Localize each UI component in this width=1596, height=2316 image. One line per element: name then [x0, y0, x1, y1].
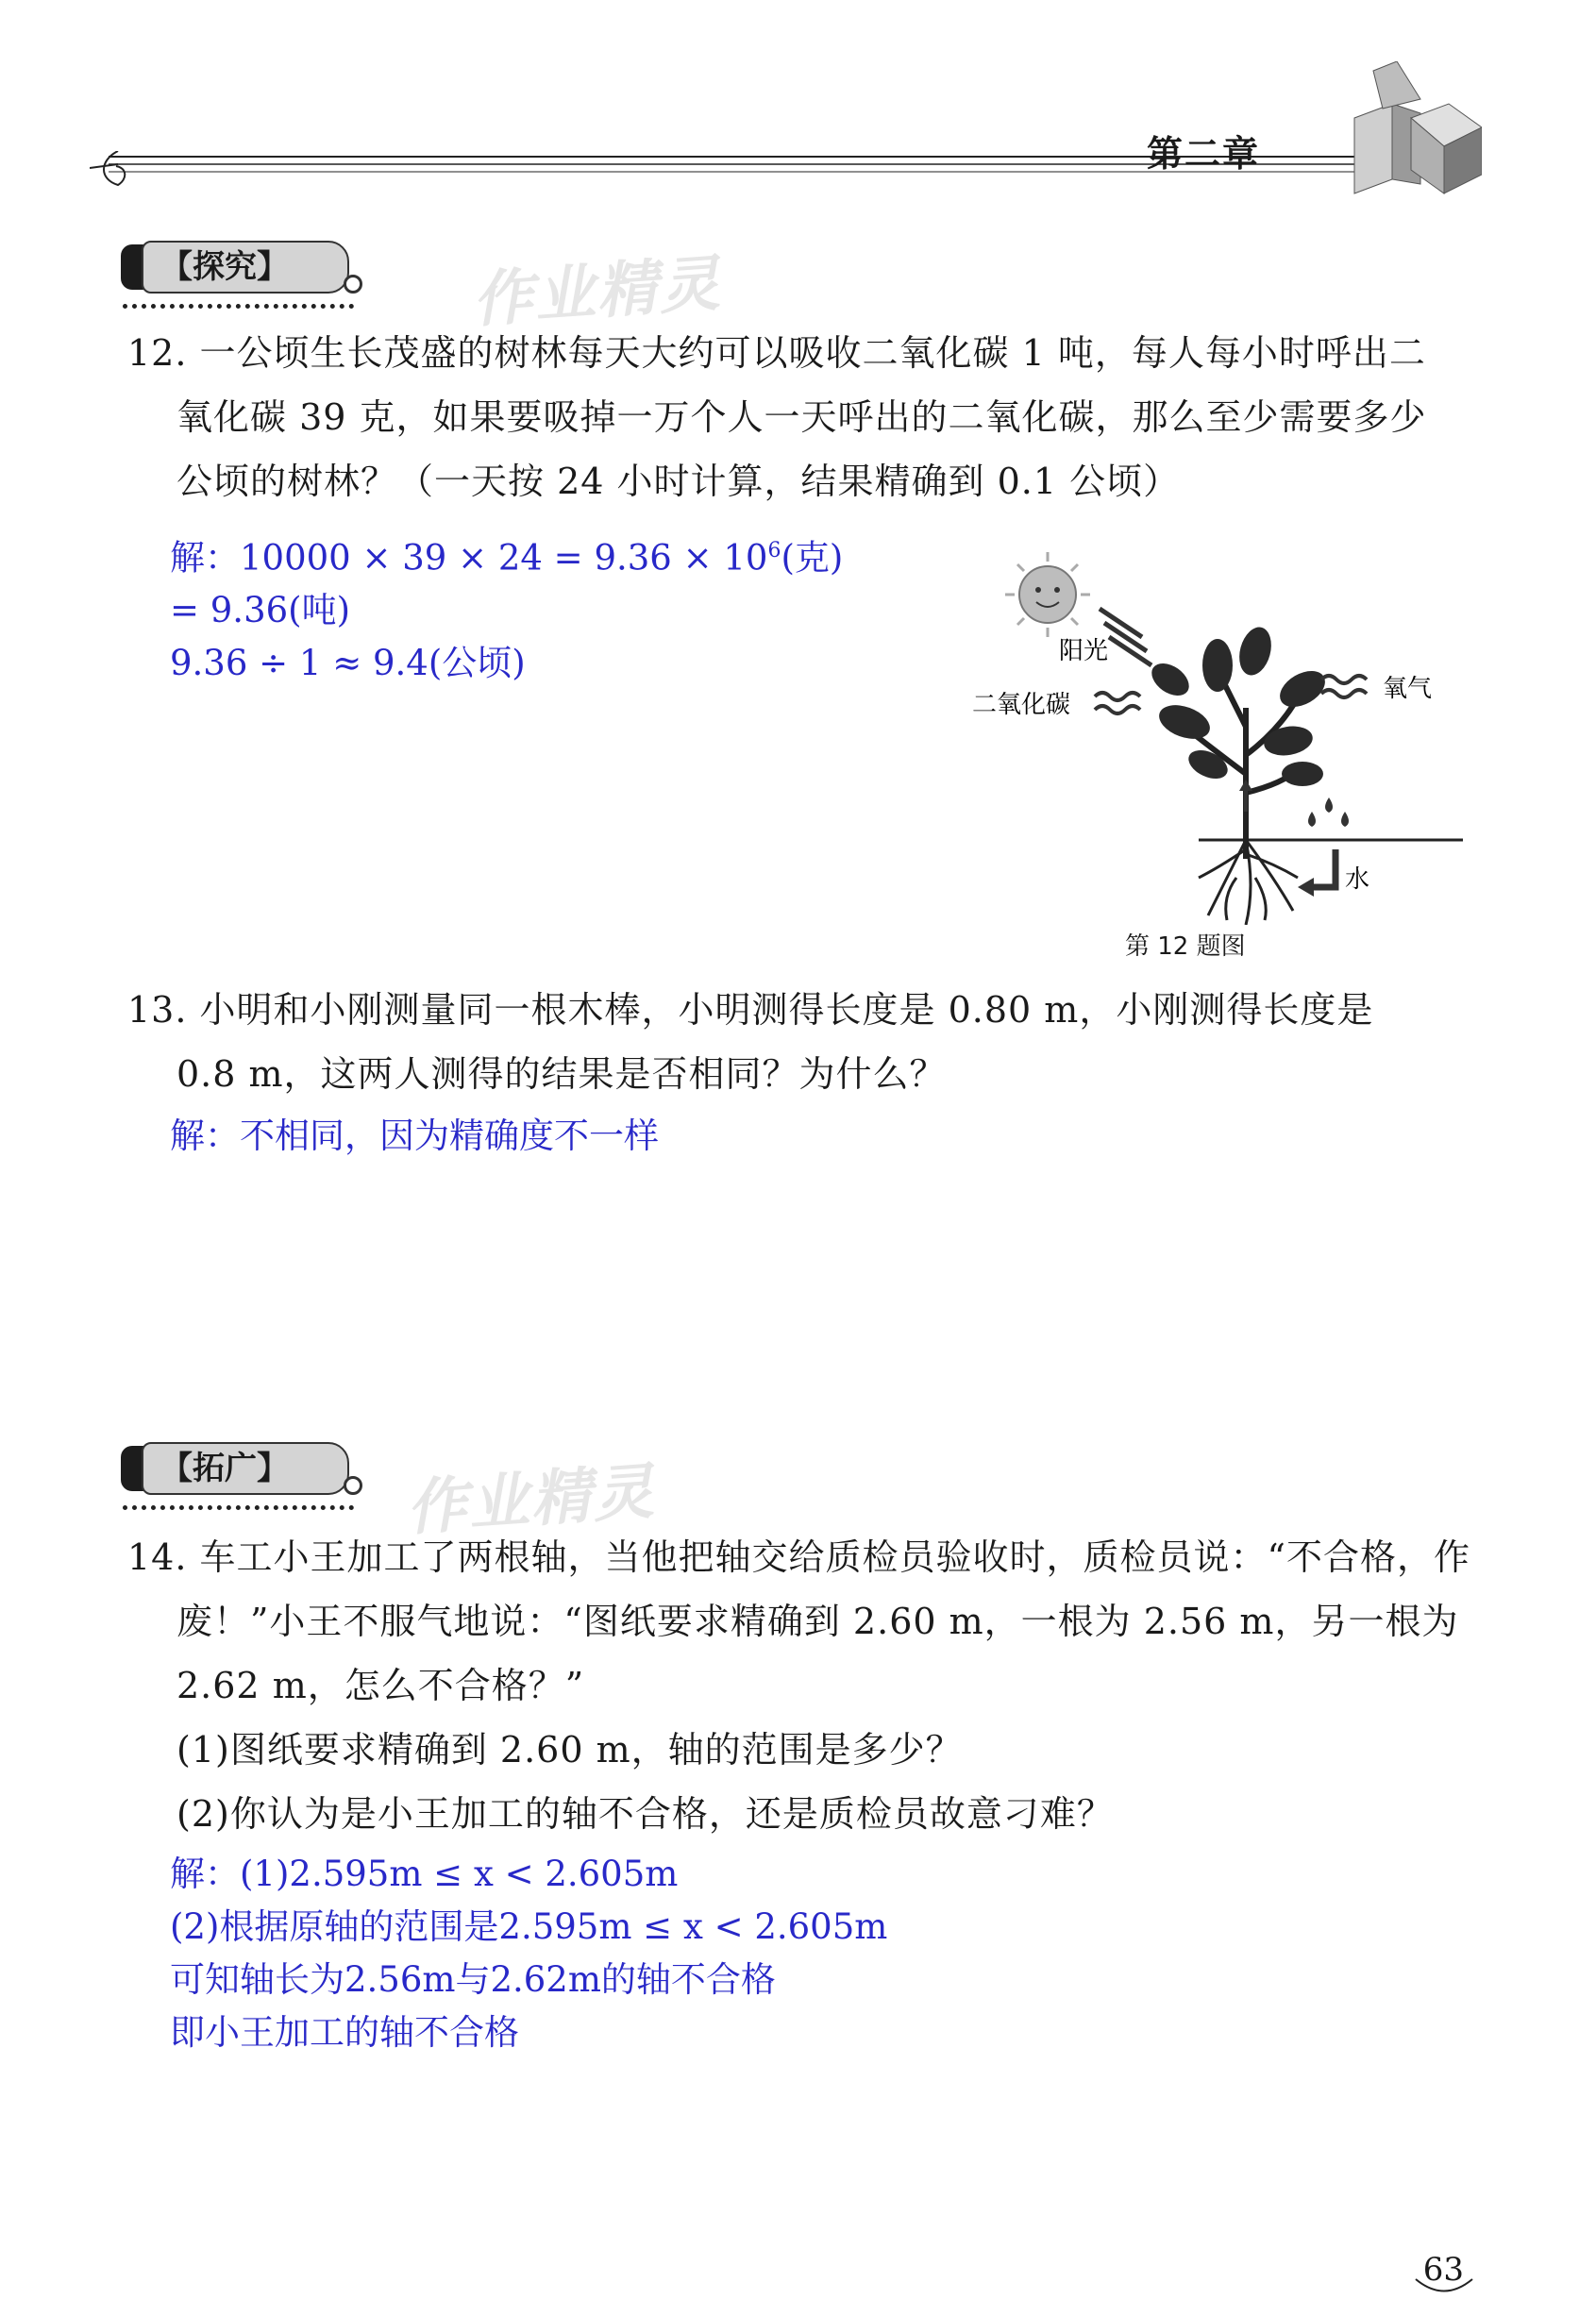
section-label: 【探究】 — [142, 241, 349, 294]
answer-line: = 9.36(吨) — [170, 590, 351, 631]
chapter-title: 第二章 — [1147, 132, 1261, 175]
answer-unit: (克) — [781, 537, 844, 579]
question-12 — [127, 321, 1449, 513]
answer-14 — [170, 1848, 887, 2059]
watermark: 作业精灵 — [404, 1456, 658, 1545]
page-number: 63 — [1422, 2251, 1464, 2289]
co2-waves-icon — [1095, 693, 1140, 713]
answer-text: 解：10000 × 39 × 24 = 9.36 × 10 — [170, 537, 768, 579]
answer-line: 可知轴长为2.56m与2.62m的轴不合格 — [170, 1959, 776, 2000]
figure-caption: 第 12 题图 — [1125, 932, 1246, 961]
answer-line — [170, 525, 843, 584]
watermark: 作业精灵 — [470, 248, 724, 337]
sub-question: (1)图纸要求精确到 2.60 m，轴的范围是多少？ — [176, 1729, 963, 1771]
answer-line: 解：(1)2.595m ≤ x < 2.605m — [170, 1854, 679, 1894]
question-line: 13. 小明和小刚测量同一根木棒，小明测得长度是 0.80 m，小刚测得长度是 — [127, 989, 1374, 1031]
photosynthesis-figure — [972, 538, 1463, 925]
question-line: 2.62 m，怎么不合格？” — [176, 1665, 585, 1706]
geometric-shapes-icon — [1317, 61, 1482, 203]
question-line: 氧化碳 39 克，如果要吸掉一万个人一天呼出的二氧化碳，那么至少需要多少 — [176, 396, 1427, 438]
badge-dot — [344, 1476, 362, 1495]
section-badge-explore — [121, 241, 366, 295]
answer-line: 即小王加工的轴不合格 — [170, 2012, 519, 2053]
question-line: 0.8 m，这两人测得的结果是否相同？为什么？ — [176, 1053, 947, 1095]
sub-question: (2)你认为是小王加工的轴不合格，还是质检员故意刁难？ — [176, 1793, 1114, 1835]
question-14 — [127, 1525, 1470, 1846]
dotted-underline — [123, 304, 354, 309]
label-water: 水 — [1345, 865, 1370, 894]
section-label: 【拓广】 — [142, 1442, 349, 1495]
label-co2: 二氧化碳 — [972, 691, 1071, 719]
answer-line: (2)根据原轴的范围是2.595m ≤ x < 2.605m — [170, 1906, 888, 1947]
question-line: 12. 一公顷生长茂盛的树林每天大约可以吸收二氧化碳 1 吨，每人每小时呼出二 — [127, 332, 1426, 374]
sun-icon — [1005, 552, 1090, 637]
water-drops-icon — [1308, 797, 1349, 827]
answer-13: 解：不相同，因为精确度不一样 — [170, 1116, 659, 1156]
dotted-underline — [123, 1505, 354, 1510]
answer-12 — [170, 525, 843, 690]
label-oxygen: 氧气 — [1383, 675, 1433, 703]
plant-icon — [1146, 624, 1463, 925]
question-line: 14. 车工小王加工了两根轴，当他把轴交给质检员验收时，质检员说：“不合格，作 — [127, 1536, 1470, 1578]
badge-dot — [344, 275, 362, 294]
section-badge-extend — [121, 1442, 366, 1497]
answer-line: 9.36 ÷ 1 ≈ 9.4(公顷) — [170, 643, 526, 684]
question-13 — [127, 978, 1449, 1106]
label-sunlight: 阳光 — [1059, 637, 1109, 665]
oxygen-waves-icon — [1321, 676, 1367, 697]
question-line: 废！”小王不服气地说：“图纸要求精确到 2.60 m，一根为 2.56 m，另一根为 — [176, 1601, 1459, 1642]
page-number-bracket — [1411, 2274, 1477, 2303]
water-arrow-icon — [1298, 849, 1336, 897]
exponent: 6 — [767, 539, 781, 562]
question-line: 公顷的树林？（一天按 24 小时计算，结果精确到 0.1 公顷） — [176, 461, 1181, 502]
